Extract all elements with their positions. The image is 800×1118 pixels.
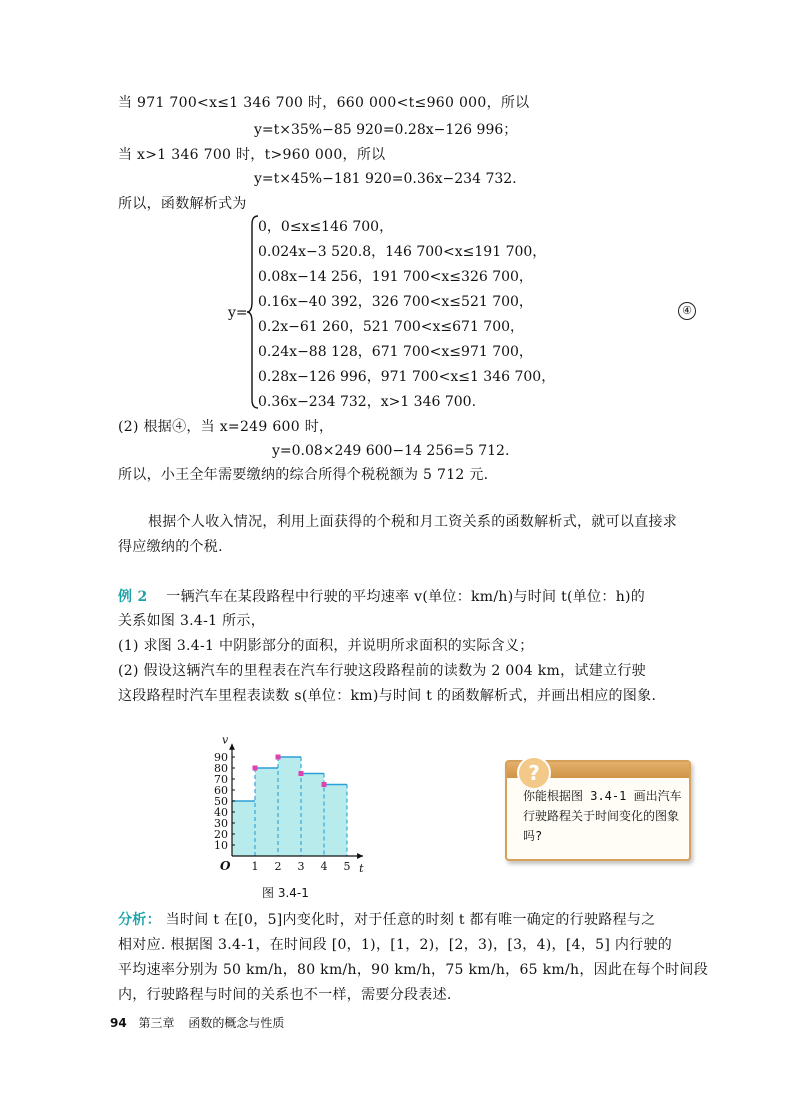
chapter-label: 第三章: [138, 1016, 175, 1030]
paragraph-line: 根据个人收入情况，利用上面获得的个税和月工资关系的函数解析式，就可以直接求: [148, 514, 678, 530]
figure-caption: 图 3.4-1: [262, 886, 309, 900]
question-icon: ?: [517, 756, 551, 790]
analysis-line: [118, 911, 655, 929]
piecewise-case: 0.024x−3 520.8，146 700<x≤191 700，: [258, 244, 547, 260]
example-line: (2) 假设这辆汽车的里程表在汽车行驶这段路程前的读数为 2 004 km，试建立行驶: [118, 663, 646, 679]
text-line: 所以，函数解析式为: [118, 196, 247, 212]
y-tick-label: 30: [214, 817, 228, 830]
text-line: (2) 根据④，当 x=249 600 时，: [118, 419, 334, 435]
chart-point: [253, 766, 258, 771]
x-axis-label: t: [359, 862, 364, 875]
x-tick-label: 4: [320, 860, 328, 873]
example-line: 这段路程时汽车里程表读数 s(单位：km)与时间 t 的函数解析式，并画出相应的图象.: [118, 688, 657, 704]
y-axis-label: v: [222, 733, 229, 747]
velocity-chart: [196, 712, 396, 880]
piecewise-case: 0.36x−234 732，x>1 346 700.: [258, 394, 477, 410]
y-axis-arrow: [229, 744, 235, 750]
text-line: 所以，小王全年需要缴纳的综合所得个税税额为 5 712 元.: [118, 467, 489, 483]
x-tick-label: 1: [251, 860, 259, 873]
y-tick-label: 80: [214, 762, 228, 775]
x-tick-label: 5: [343, 860, 351, 873]
y-tick-label: 90: [214, 751, 228, 764]
chart-bar: [278, 757, 301, 856]
chart-point: [322, 782, 327, 787]
x-tick-label: 3: [297, 860, 305, 873]
chart-bar: [301, 774, 324, 857]
think-text: 你能根据图 3.4-1 画出汽车行驶路程关于时间变化的图象吗?: [523, 789, 682, 843]
chart-bar: [255, 768, 278, 856]
piecewise-case: 0.28x−126 996，971 700<x≤1 346 700，: [258, 369, 556, 385]
equation: y=0.08×249 600−14 256=5 712.: [272, 443, 510, 459]
equation: y=t×45%−181 920=0.36x−234 732.: [254, 171, 517, 187]
piecewise-case: 0，0≤x≤146 700，: [258, 219, 394, 235]
y-tick-label: 70: [214, 773, 228, 786]
piecewise-case: 0.08x−14 256，191 700<x≤326 700，: [258, 269, 533, 285]
chart-bar: [232, 801, 255, 856]
example-line: [118, 588, 645, 606]
piecewise-case: 0.24x−88 128，671 700<x≤971 700，: [258, 344, 533, 360]
x-tick-label: 2: [274, 860, 282, 873]
chart-point: [299, 771, 304, 776]
analysis-line: 平均速率分别为 50 km/h，80 km/h，90 km/h，75 km/h，65 km/h，因此在每个时间段: [118, 962, 709, 978]
y-tick-label: 10: [214, 839, 228, 852]
text-line: 当 971 700<x≤1 346 700 时，660 000<t≤960 000，所以: [118, 95, 530, 111]
x-axis-arrow: [357, 853, 363, 859]
equation: y=t×35%−85 920=0.28x−126 996；: [254, 122, 518, 138]
think-box: [505, 760, 691, 861]
y-tick-label: 40: [214, 806, 228, 819]
piecewise-case: 0.16x−40 392，326 700<x≤521 700，: [258, 294, 533, 310]
paragraph-line: 得应缴纳的个税.: [118, 539, 223, 555]
example-line: (1) 求图 3.4-1 中阴影部分的面积，并说明所求面积的实际含义；: [118, 638, 534, 654]
piecewise-case: 0.2x−61 260，521 700<x≤671 700，: [258, 319, 525, 335]
page-footer: [110, 1014, 284, 1031]
origin-label: O: [220, 859, 231, 873]
text-line: 当 x>1 346 700 时，t>960 000，所以: [118, 147, 386, 163]
chapter-title: 函数的概念与性质: [188, 1016, 285, 1030]
analysis-line: 内，行驶路程与时间的关系也不一样，需要分段表述.: [118, 987, 452, 1003]
chart-point: [276, 755, 281, 760]
example-text: 一辆汽车在某段路程中行驶的平均速率 v(单位：km/h)与时间 t(单位：h)的: [166, 589, 646, 605]
analysis-line: 相对应. 根据图 3.4-1，在时间段 [0，1)，[1，2)，[2，3)，[3，4)，[4，5] 内行驶的: [118, 937, 673, 953]
example-line: 关系如图 3.4-1 所示，: [118, 613, 266, 629]
page-number: 94: [110, 1016, 127, 1030]
example-label: 例 2: [118, 589, 148, 605]
analysis-text: 当时间 t 在[0，5]内变化时，对于任意的时刻 t 都有唯一确定的行驶路程与之: [165, 912, 656, 928]
piecewise-lhs: y=: [228, 305, 248, 321]
analysis-label: 分析：: [118, 912, 161, 928]
equation-number: ④: [678, 302, 696, 320]
chart-bar: [324, 785, 347, 857]
y-tick-label: 60: [214, 784, 228, 797]
y-tick-label: 20: [214, 828, 228, 841]
y-tick-label: 50: [214, 795, 228, 808]
